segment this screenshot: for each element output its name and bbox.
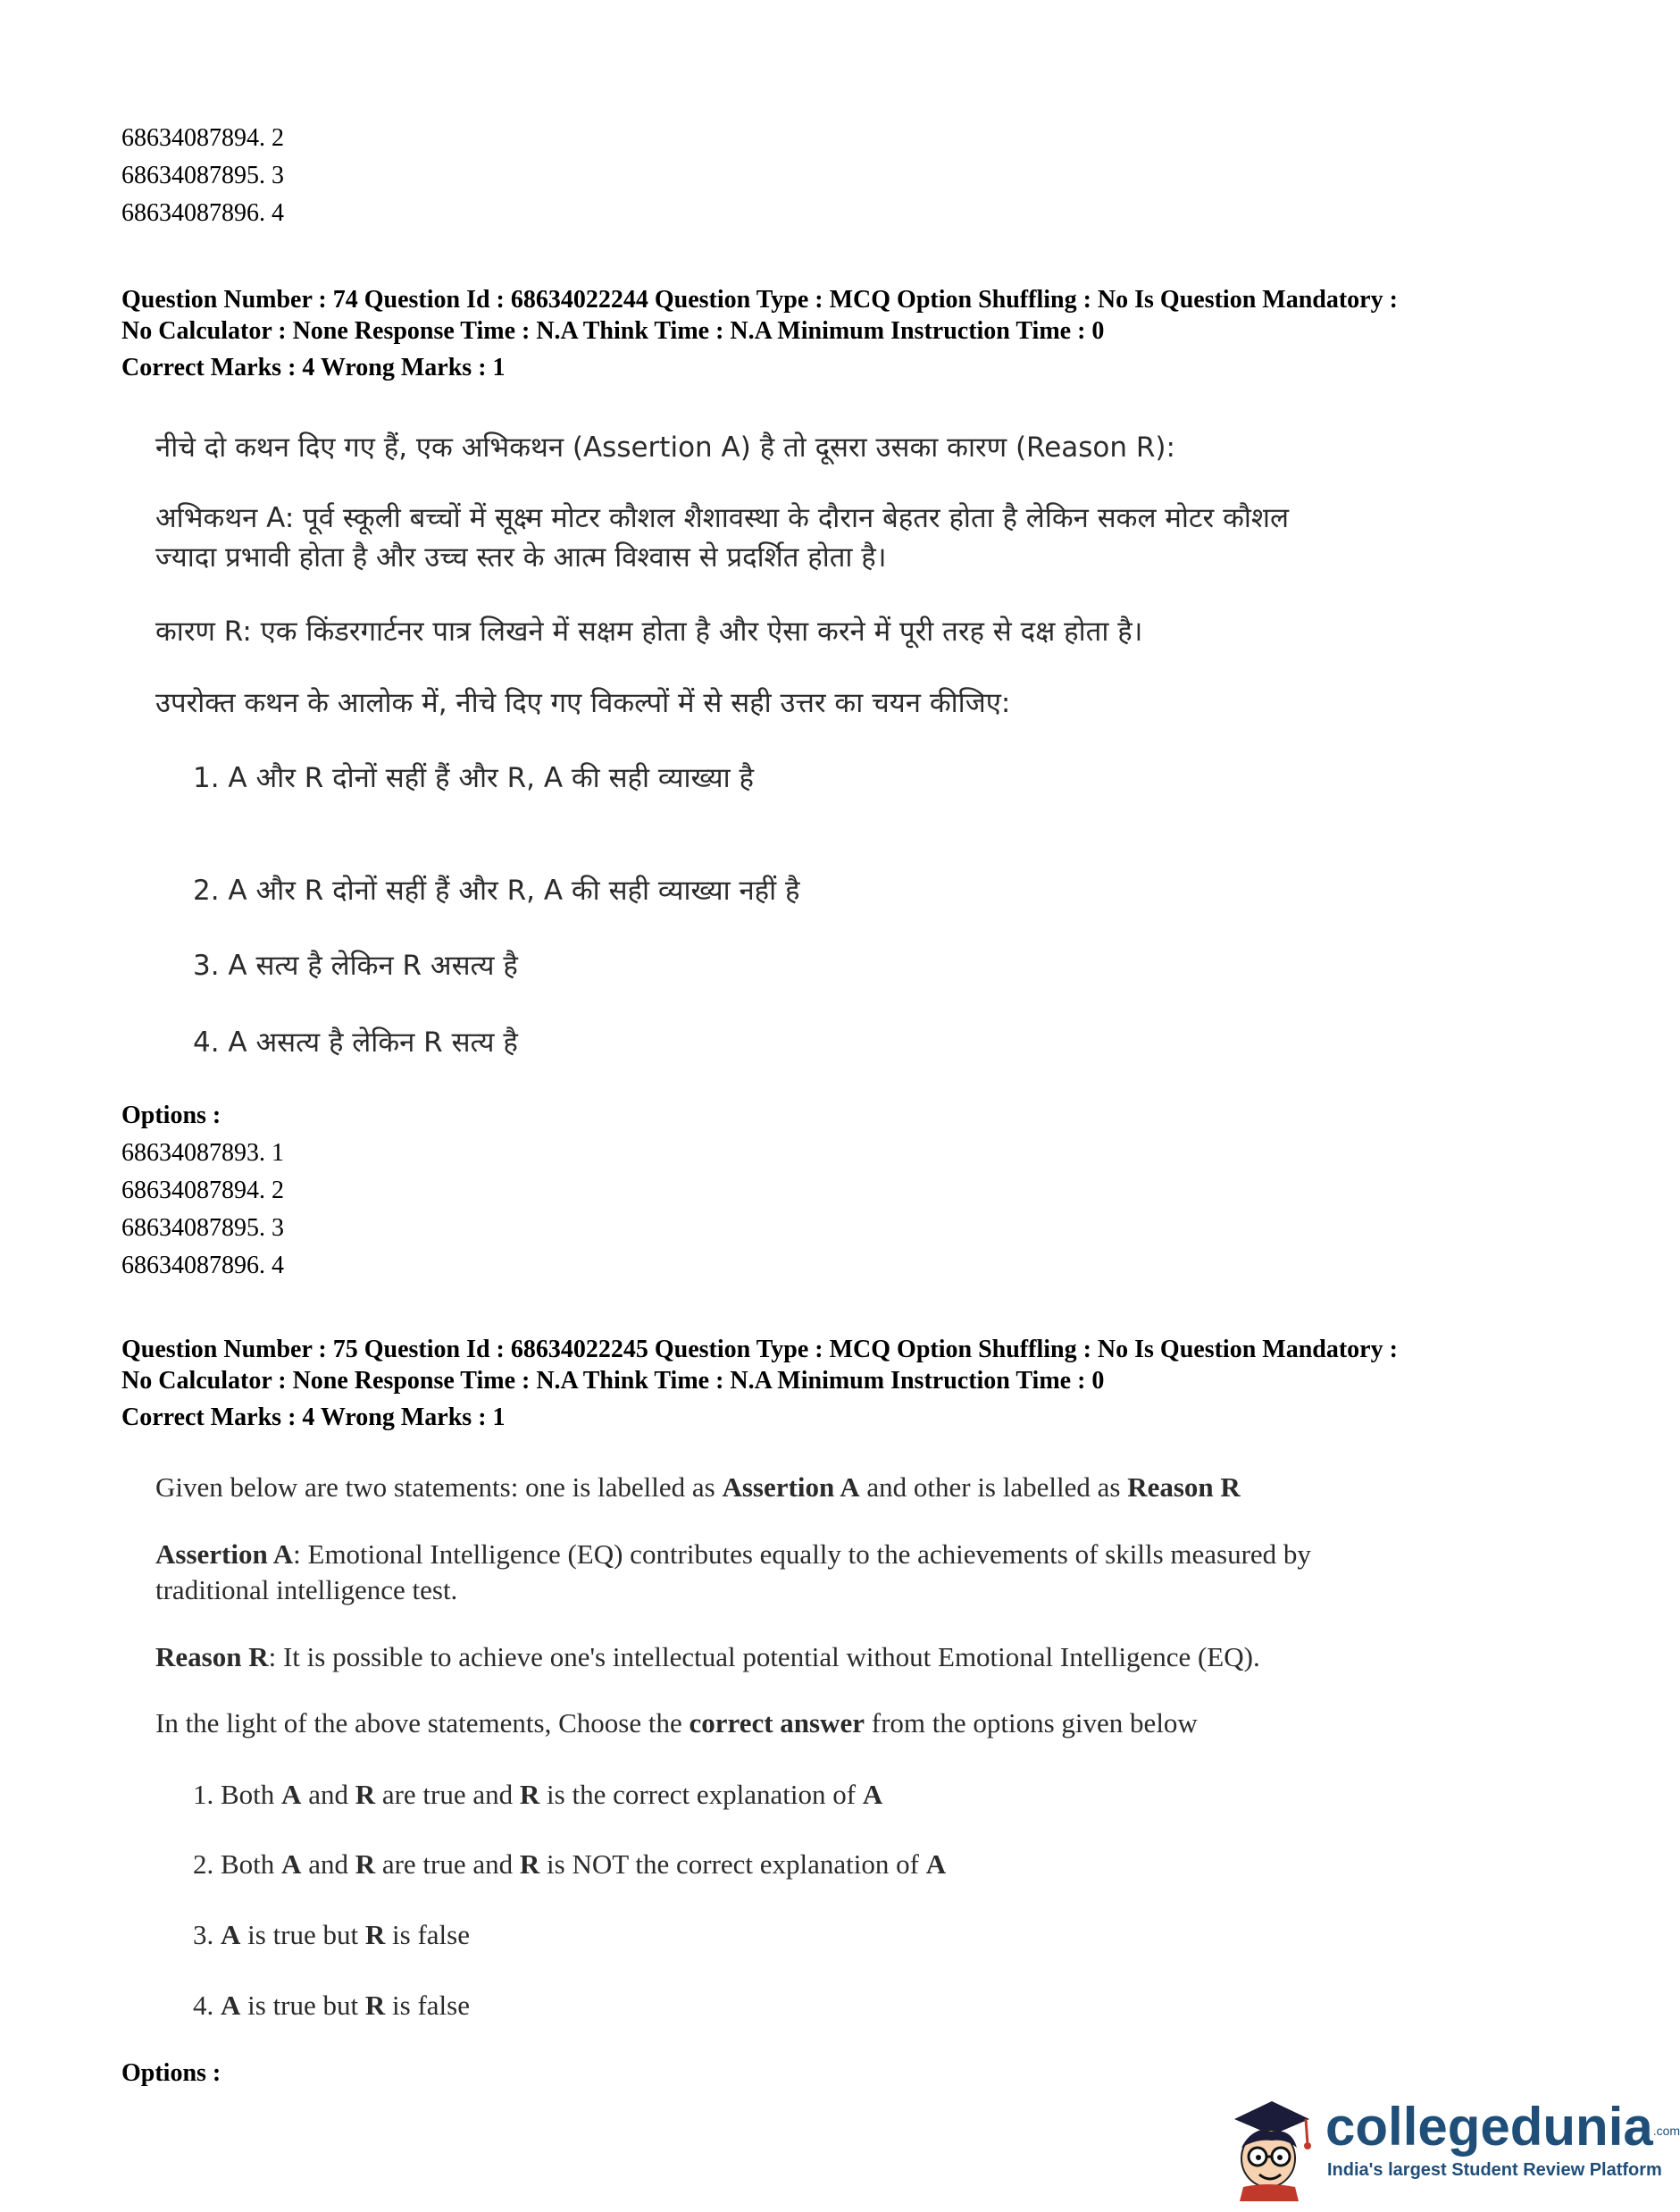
collegedunia-logo — [1216, 2089, 1680, 2205]
q75-reason — [155, 1638, 1260, 1676]
q75-meta-line: Question Number : 75 Question Id : 68634022245 Question Type : MCQ Option Shuffling : No Is Question Mandatory : — [121, 1336, 1398, 1363]
q75-marks: Correct Marks : 4 Wrong Marks : 1 — [121, 1403, 506, 1431]
q75-choice-3: 3. A is true but R is false — [193, 1919, 470, 1950]
q75-options-clip — [121, 2055, 221, 2087]
q74-options — [121, 1097, 284, 1285]
options-label: Options : — [121, 1102, 221, 1129]
option-line: 68634087895. 3 — [121, 162, 284, 189]
mascot-icon — [1216, 2089, 1327, 2201]
q75-instruction — [155, 1705, 1198, 1742]
q74-meta-line: Question Number : 74 Question Id : 68634022244 Question Type : MCQ Option Shuffling : No Is Question Mandatory : — [121, 286, 1398, 314]
q74-meta — [121, 284, 1398, 383]
brand-domain: .com — [1652, 2124, 1680, 2139]
q75-reason-label: Reason R — [155, 1641, 269, 1672]
option-line: 68634087893. 1 — [121, 1139, 284, 1167]
q75-assertion — [155, 1537, 1311, 1608]
q74-intro: नीचे दो कथन दिए गए हैं, एक अभिकथन (Assertion A) है तो दूसरा उसका कारण (Reason R): — [155, 432, 1175, 464]
q75-instruction-bold: correct answer — [689, 1707, 865, 1739]
brand-tagline: India's largest Student Review Platform — [1327, 2160, 1662, 2180]
q74-marks: Correct Marks : 4 Wrong Marks : 1 — [121, 354, 506, 381]
q75-instruction-text: from the options given below — [865, 1707, 1198, 1739]
brand-text: collegedunia — [1325, 2097, 1653, 2157]
q74-meta-line: No Calculator : None Response Time : N.A Think Time : N.A Minimum Instruction Time : 0 — [121, 317, 1105, 345]
option-line: 68634087896. 4 — [121, 199, 284, 227]
q75-reason-text: : It is possible to achieve one's intellectual potential without Emotional Intelligence (EQ). — [268, 1641, 1260, 1672]
top-options — [121, 120, 284, 232]
q75-choice-2: 2. Both A and R are true and R is NOT the correct explanation of A — [193, 1848, 947, 1880]
q75-intro-text: and other is labelled as — [859, 1471, 1128, 1503]
option-line: 68634087894. 2 — [121, 1177, 284, 1204]
q74-assertion-line: अभिकथन A: पूर्व स्कूली बच्चों में सूक्ष्म मोटर कौशल शैशावस्था के दौरान बेहतर होता है लेकिन सकल मोटर कौशल — [155, 502, 1290, 534]
q74-reason: कारण R: एक किंडरगार्टनर पात्र लिखने में सक्षम होता है और ऐसा करने में पूरी तरह से दक्ष होता है। — [155, 616, 1143, 648]
q75-meta — [121, 1334, 1398, 1433]
brand-name — [1325, 2098, 1680, 2160]
q74-choice-2: 2. A और R दोनों सहीं हैं और R, A की सही व्याख्या नहीं है — [193, 875, 800, 907]
q74-choice-4: 4. A असत्य है लेकिन R सत्य है — [193, 1026, 518, 1059]
q75-meta-line: No Calculator : None Response Time : N.A Think Time : N.A Minimum Instruction Time : 0 — [121, 1367, 1105, 1395]
option-line: 68634087896. 4 — [121, 1252, 284, 1279]
q74-choice-3: 3. A सत्य है लेकिन R असत्य है — [193, 950, 518, 982]
q74-assertion-line: ज्यादा प्रभावी होता है और उच्च स्तर के आत्म विश्वास से प्रदर्शित होता है। — [155, 541, 887, 574]
q75-choice-4: 4. A is true but R is false — [193, 1990, 470, 2021]
option-line: 68634087895. 3 — [121, 1214, 284, 1242]
q75-intro — [155, 1469, 1241, 1506]
q75-assertion-label: Assertion A — [155, 1538, 294, 1570]
q75-intro-text: Given below are two statements: one is labelled as — [155, 1471, 723, 1503]
option-line: 68634087894. 2 — [121, 124, 284, 152]
q75-assertion-text: traditional intelligence test. — [155, 1574, 458, 1605]
q74-instruction: उपरोक्त कथन के आलोक में, नीचे दिए गए विकल्पों में से सही उत्तर का चयन कीजिए: — [155, 687, 1011, 719]
q75-choice-1: 1. Both A and R are true and R is the correct explanation of A — [193, 1779, 883, 1810]
q74-choice-1: 1. A और R दोनों सहीं हैं और R, A की सही व्याख्या है — [193, 762, 754, 794]
q75-instruction-text: In the light of the above statements, Choose the — [155, 1707, 690, 1739]
options-label: Options : — [121, 2059, 221, 2087]
q75-assertion-text: : Emotional Intelligence (EQ) contributes equally to the achievements of skills measured by — [293, 1538, 1311, 1570]
q75-intro-bold: Assertion A — [722, 1471, 860, 1503]
q75-intro-bold: Reason R — [1127, 1471, 1241, 1503]
q74-assertion — [155, 499, 1289, 577]
